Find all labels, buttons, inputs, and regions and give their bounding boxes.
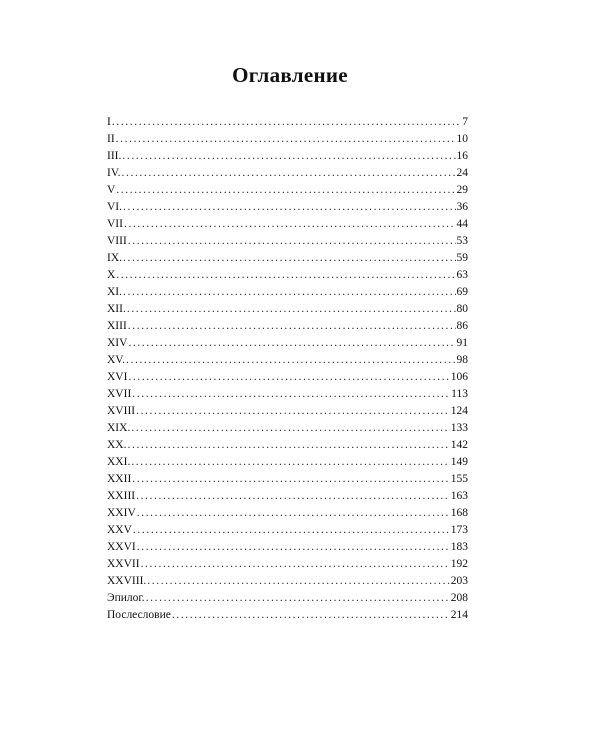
toc-entry-label: XX. xyxy=(107,439,127,451)
toc-entry-label: XXIII xyxy=(107,490,136,502)
toc-entry-page-number: 183 xyxy=(450,541,468,553)
toc-entry-label: IX. xyxy=(107,252,123,264)
dot-leader xyxy=(172,607,450,624)
toc-entry-label: XXI. xyxy=(107,456,131,468)
toc-entry xyxy=(107,522,468,539)
dot-leader xyxy=(126,352,455,369)
toc-entry xyxy=(107,420,468,437)
toc-entry-page-number: 163 xyxy=(450,490,468,502)
toc-entry-page-number: 80 xyxy=(456,303,468,315)
toc-entry-page-number: 203 xyxy=(450,575,468,587)
toc-entry-label: XII. xyxy=(107,303,126,315)
toc-entry xyxy=(107,233,468,250)
toc-entry-page-number: 124 xyxy=(450,405,468,417)
toc-entry xyxy=(107,250,468,267)
dot-leader xyxy=(147,573,449,590)
dot-leader xyxy=(124,216,456,233)
dot-leader xyxy=(128,318,456,335)
table-of-contents xyxy=(107,114,468,624)
toc-entry-page-number: 24 xyxy=(456,167,468,179)
toc-entry xyxy=(107,471,468,488)
toc-entry xyxy=(107,182,468,199)
toc-entry xyxy=(107,505,468,522)
toc-entry xyxy=(107,352,468,369)
toc-entry xyxy=(107,454,468,471)
toc-entry xyxy=(107,267,468,284)
toc-entry-label: VI. xyxy=(107,201,123,213)
toc-entry-page-number: 7 xyxy=(462,116,468,128)
toc-entry-page-number: 69 xyxy=(456,286,468,298)
toc-entry-label: II xyxy=(107,133,115,145)
toc-entry-page-number: 155 xyxy=(450,473,468,485)
toc-entry xyxy=(107,148,468,165)
toc-entry xyxy=(107,539,468,556)
toc-entry-label: XV. xyxy=(107,354,126,366)
page-title: Оглавление xyxy=(232,63,348,87)
toc-entry-page-number: 16 xyxy=(456,150,468,162)
dot-leader xyxy=(128,233,456,250)
toc-entry-label: XIV xyxy=(107,337,128,349)
toc-entry-page-number: 142 xyxy=(450,439,468,451)
dot-leader xyxy=(128,335,455,352)
toc-entry-label: XIX. xyxy=(107,422,131,434)
dot-leader xyxy=(131,454,449,471)
toc-entry-page-number: 149 xyxy=(450,456,468,468)
toc-entry xyxy=(107,607,468,624)
toc-entry-label: Эпилог. xyxy=(107,592,145,604)
toc-entry-page-number: 10 xyxy=(456,133,468,145)
toc-entry-label: XXII xyxy=(107,473,132,485)
dot-leader xyxy=(136,488,450,505)
toc-entry-page-number: 91 xyxy=(456,337,468,349)
toc-entry-page-number: 29 xyxy=(456,184,468,196)
toc-entry-page-number: 53 xyxy=(456,235,468,247)
dot-leader xyxy=(123,284,455,301)
dot-leader xyxy=(146,590,450,607)
dot-leader xyxy=(128,437,450,454)
toc-entry-label: XXV xyxy=(107,524,132,536)
toc-entry-label: XVII xyxy=(107,388,132,400)
dot-leader xyxy=(128,369,449,386)
dot-leader xyxy=(122,165,456,182)
dot-leader xyxy=(122,148,455,165)
toc-entry xyxy=(107,335,468,352)
toc-entry-label: XXVI xyxy=(107,541,136,553)
toc-entry-label: XXIV xyxy=(107,507,136,519)
toc-entry xyxy=(107,556,468,573)
toc-entry-label: XIII xyxy=(107,320,127,332)
toc-entry-page-number: 192 xyxy=(450,558,468,570)
dot-leader xyxy=(131,420,449,437)
toc-entry xyxy=(107,114,468,131)
toc-entry-page-number: 44 xyxy=(456,218,468,230)
toc-entry-label: I xyxy=(107,116,111,128)
toc-entry-page-number: 106 xyxy=(450,371,468,383)
toc-entry-page-number: 214 xyxy=(450,609,468,621)
toc-entry xyxy=(107,590,468,607)
toc-entry-page-number: 36 xyxy=(456,201,468,213)
toc-entry-label: VIII xyxy=(107,235,127,247)
toc-entry xyxy=(107,216,468,233)
dot-leader xyxy=(133,522,450,539)
dot-leader xyxy=(127,301,456,318)
toc-entry-page-number: 133 xyxy=(450,422,468,434)
dot-leader xyxy=(132,471,449,488)
dot-leader xyxy=(123,250,455,267)
dot-leader xyxy=(132,386,450,403)
toc-entry-page-number: 86 xyxy=(456,320,468,332)
toc-entry-label: Послесловие xyxy=(107,609,171,621)
dot-leader xyxy=(116,182,455,199)
toc-entry-page-number: 113 xyxy=(451,388,468,400)
toc-entry-page-number: 63 xyxy=(456,269,468,281)
toc-entry-label: XI. xyxy=(107,286,123,298)
toc-entry-label: XXVIII. xyxy=(107,575,147,587)
toc-entry xyxy=(107,437,468,454)
dot-leader xyxy=(137,539,450,556)
toc-entry-label: V xyxy=(107,184,116,196)
toc-entry xyxy=(107,301,468,318)
dot-leader xyxy=(116,267,455,284)
toc-entry xyxy=(107,284,468,301)
dot-leader xyxy=(141,556,450,573)
toc-entry-label: XVI xyxy=(107,371,128,383)
toc-entry xyxy=(107,199,468,216)
toc-entry-label: X xyxy=(107,269,116,281)
toc-entry-page-number: 168 xyxy=(450,507,468,519)
dot-leader xyxy=(116,131,456,148)
dot-leader xyxy=(137,505,450,522)
toc-entry xyxy=(107,488,468,505)
toc-entry xyxy=(107,403,468,420)
toc-entry-label: VII xyxy=(107,218,123,230)
toc-entry-label: XXVII xyxy=(107,558,140,570)
dot-leader xyxy=(112,114,461,131)
toc-entry xyxy=(107,386,468,403)
toc-entry xyxy=(107,369,468,386)
toc-entry-page-number: 173 xyxy=(450,524,468,536)
toc-entry-page-number: 98 xyxy=(456,354,468,366)
toc-entry-page-number: 59 xyxy=(456,252,468,264)
toc-entry-label: IV. xyxy=(107,167,121,179)
toc-entry-label: III. xyxy=(107,150,122,162)
toc-entry xyxy=(107,573,468,590)
toc-entry-page-number: 208 xyxy=(450,592,468,604)
toc-entry-label: XVIII xyxy=(107,405,136,417)
dot-leader xyxy=(136,403,450,420)
toc-entry xyxy=(107,318,468,335)
dot-leader xyxy=(123,199,455,216)
toc-entry xyxy=(107,131,468,148)
toc-entry xyxy=(107,165,468,182)
